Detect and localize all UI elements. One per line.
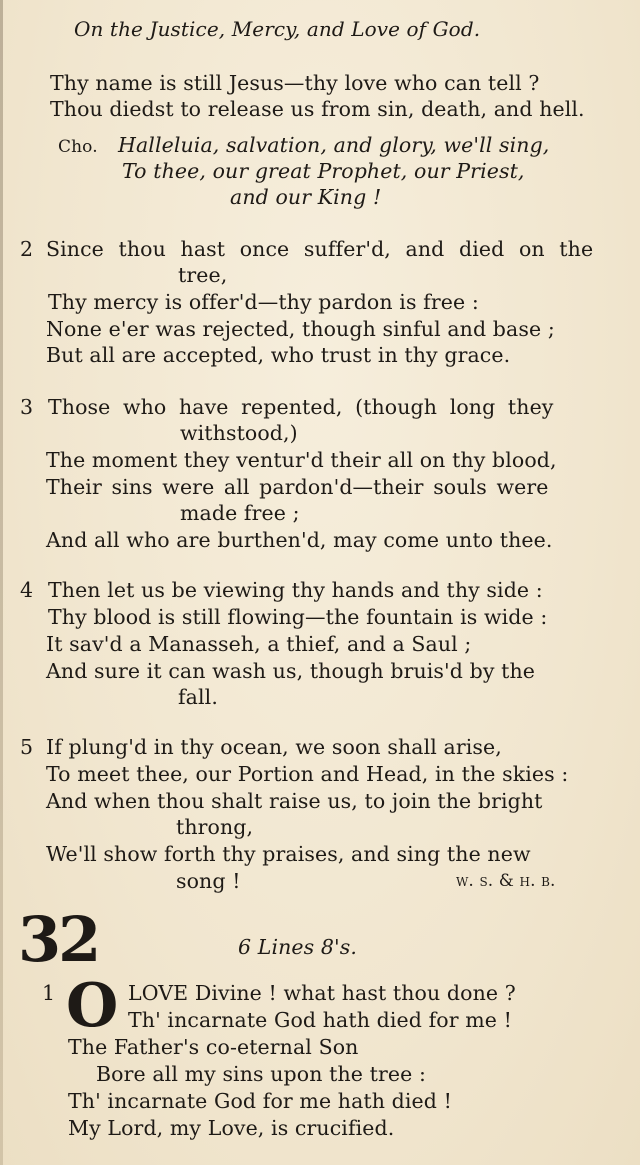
hymn-line: The Father's co-eternal Son	[68, 1035, 359, 1059]
verse-line: Their sins were all pardon'd—their souls were	[46, 475, 549, 499]
verse-line: And when thou shalt raise us, to join the bright	[46, 789, 543, 813]
verse-line: Since thou hast once suffer'd, and died on the	[46, 237, 594, 261]
verse-number: 1	[42, 981, 56, 1005]
chorus-line: To thee, our great Prophet, our Priest,	[122, 159, 525, 183]
verse-line: Those who have repented, (though long they	[48, 395, 554, 419]
hymn-line: Th' incarnate God hath died for me !	[128, 1008, 512, 1032]
verse-line: But all are accepted, who trust in thy grace.	[46, 343, 511, 367]
page-edge	[0, 0, 3, 1165]
chorus-line: Halleluia, salvation, and glory, we'll sing,	[118, 133, 550, 157]
attribution: w. s. & h. b.	[456, 871, 556, 891]
hymn-line: LOVE Divine ! what hast thou done ?	[128, 981, 516, 1005]
verse-line: Then let us be viewing thy hands and thy side :	[48, 578, 543, 602]
verse-line: It sav'd a Manasseh, a thief, and a Saul ;	[46, 632, 472, 656]
hymn-number: 32	[18, 903, 99, 976]
verse-line: The moment they ventur'd their all on thy blood,	[46, 448, 557, 472]
chorus-label: Cho.	[58, 137, 98, 157]
hymn-meter: 6 Lines 8's.	[238, 935, 358, 959]
hymn-line: My Lord, my Love, is crucified.	[68, 1116, 395, 1140]
drop-cap: O	[66, 971, 119, 1041]
verse-number: 3	[20, 395, 34, 419]
verse-line: throng,	[176, 815, 254, 839]
opening-line: Thy name is still Jesus—thy love who can tell ?	[50, 71, 540, 95]
verse-line: tree,	[178, 263, 228, 287]
verse-line: None e'er was rejected, though sinful and base ;	[46, 317, 555, 341]
verse-line: withstood,)	[180, 421, 298, 445]
verse-number: 4	[20, 578, 34, 602]
verse-line: fall.	[178, 685, 218, 709]
verse-line: And all who are burthen'd, may come unto thee.	[46, 528, 553, 552]
verse-line: And sure it can wash us, though bruis'd by the	[46, 659, 536, 683]
opening-line: Thou diedst to release us from sin, death, and hell.	[50, 97, 585, 121]
verse-line: Thy blood is still flowing—the fountain is wide :	[48, 605, 548, 629]
hymn-line: Th' incarnate God for me hath died !	[68, 1089, 452, 1113]
verse-line: To meet thee, our Portion and Head, in the skies :	[46, 762, 569, 786]
verse-number: 2	[20, 237, 34, 261]
verse-line: Thy mercy is offer'd—thy pardon is free :	[48, 290, 479, 314]
verse-number: 5	[20, 735, 34, 759]
verse-line: made free ;	[180, 501, 300, 525]
verse-line: song !	[176, 869, 241, 893]
hymn-line: Bore all my sins upon the tree :	[96, 1062, 426, 1086]
running-header: On the Justice, Mercy, and Love of God.	[74, 17, 481, 41]
verse-line: If plung'd in thy ocean, we soon shall arise,	[46, 735, 502, 759]
chorus-line: and our King !	[230, 185, 382, 209]
verse-line: We'll show forth thy praises, and sing the new	[46, 842, 531, 866]
